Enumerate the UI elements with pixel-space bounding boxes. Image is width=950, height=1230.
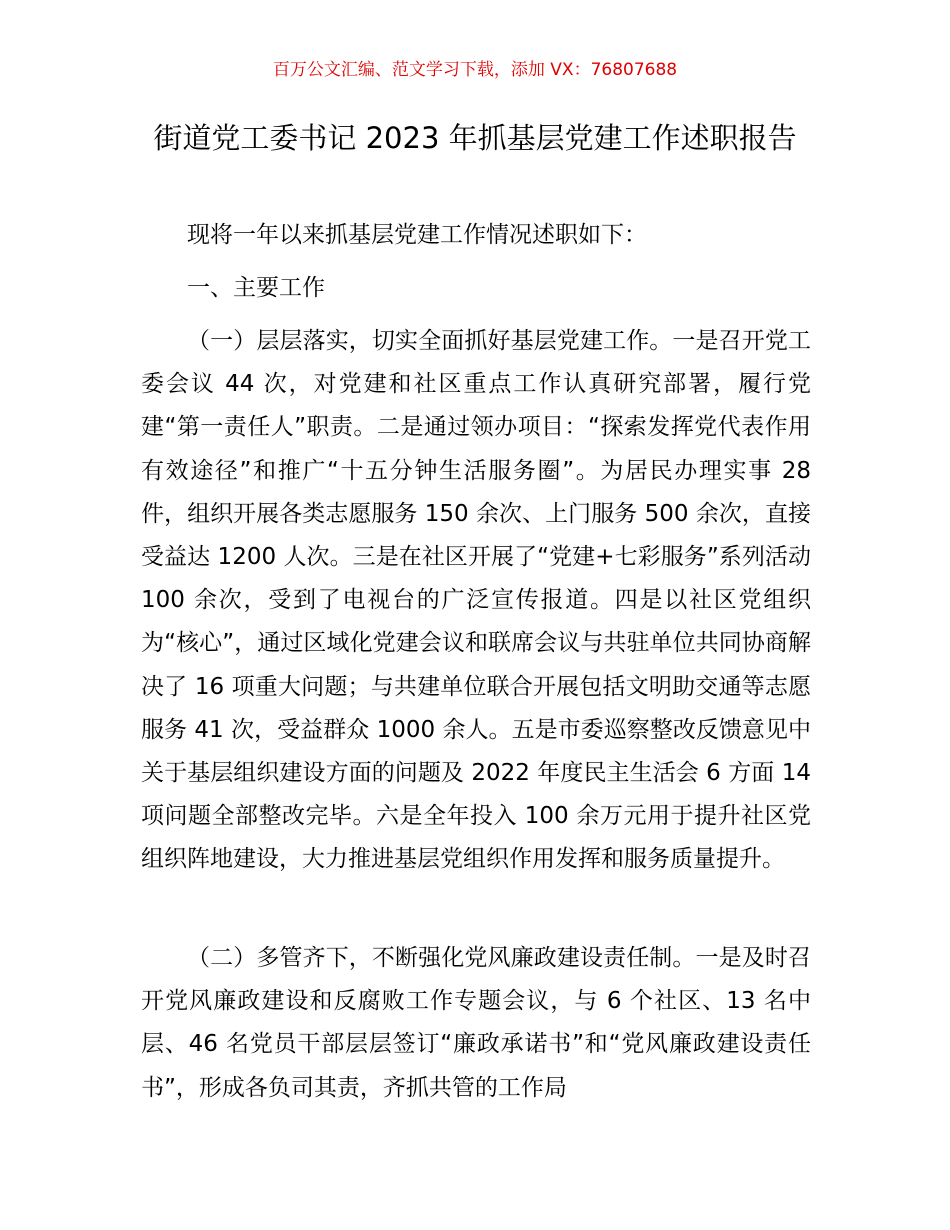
intro-paragraph: 现将一年以来抓基层党建工作情况述职如下： [187,222,647,248]
paragraph-2: （二）多管齐下，不断强化党风廉政建设责任制。一是及时召开党风廉政建设和反腐败工作专题会议，与 6 个社区、13 名中层、46 名党员干部层层签订“廉政承诺书”和“党风廉政建设责任书”，形成各负司其责，齐抓共管的工作局 [141,945,811,1101]
download-notice: 百万公文汇编、范文学习下载，添加 VX：76807688 [272,60,678,80]
section-heading: 一、主要工作 [187,275,325,301]
paragraph-1: （一）层层落实，切实全面抓好基层党建工作。一是召开党工委会议 44 次，对党建和社区重点工作认真研究部署，履行党建“第一责任人”职责。二是通过领办项目：“探索发挥党代表作用有效途径”和推广“十五分钟生活服务圈”。为居民办理实事 28 件，组织开展各类志愿服务 150 余次、上门服务 500 余次，直接受益达 1200 人次。三是在社区开展了“党建+七彩服务”系列活动 100 余次，受到了电视台的广泛宣传报道。四是以社区党组织为“核心”，通过区域化党建会议和联席会议与共驻单位共同协商解决了 16 项重大问题；与共建单位联合开展包括文明助交通等志愿服务 41 次，受益群众 1000 余人。五是市委巡察整改反馈意见中关于基层组织建设方面的问题及 2022 年度民主生活会 6 方面 14 项问题全部整改完毕。六是全年投入 100 余万元用于提升社区党组织阵地建设，大力推进基层党组织作用发挥和服务质量提升。 [141,328,811,873]
document-title: 街道党工委书记 2023 年抓基层党建工作述职报告 [153,121,797,155]
